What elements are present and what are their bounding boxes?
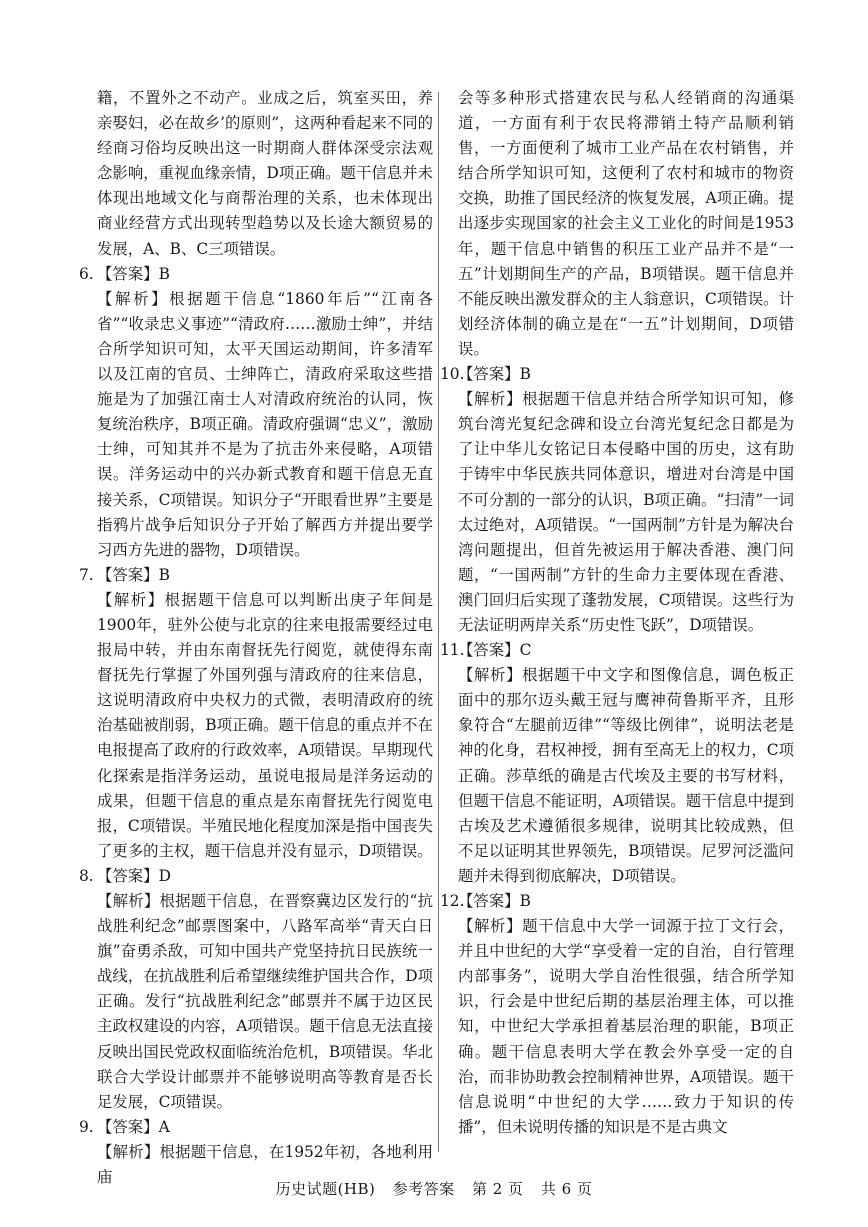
answer-label: 【答案】B [458, 365, 531, 384]
answer-label: 【答案】B [97, 264, 170, 283]
analysis-paragraph: 【解析】根据题干信息“1860年后”“江南各省”“收录忠义事迹”“清政府……激励士绅”，并结合所学知识可知，太平天国运动期间，许多清军以及江南的官员、士绅阵亡，清政府采取这些措施是为了加强江南士人对清政府统治的认同，恢复统治秩序，B项正确。清政府强调“忠义”，激励士绅，可知其并不是为了抗击外来侵略，A项错误。洋务运动中的兴办新式教育和题干信息无直接关系，C项错误。知识分子“开眼看世界”主要是指鸦片战争后知识分子开始了解西方并提出要学习西方先进的器物，D项错误。 [97, 289, 433, 559]
analysis-paragraph: 【解析】根据题干信息，在1952年初，各地利用庙 [97, 1142, 433, 1187]
answer-label: 【答案】A [97, 1117, 170, 1136]
right-column [440, 86, 794, 1140]
question-number: 6. [79, 264, 94, 283]
question-number: 7. [79, 565, 94, 584]
question-answer-heading [79, 563, 433, 588]
question-number: 10. [440, 365, 465, 384]
analysis-paragraph: 【解析】题干信息中大学一词源于拉丁文行会，并且中世纪的大学“享受着一定的自治，自行管理内部事务”，说明大学自治性很强，结合所学知识，行会是中世纪后期的基层治理主体，可以推知，中世纪大学承担着基层治理的职能，B项正确。题干信息表明大学在教会外享受一定的自治，而非协助教会控制精神世界，A项错误。题干信息说明“中世纪的大学……致力于知识的传播”，但未说明传播的知识是不是古典文 [458, 917, 794, 1136]
question-number: 9. [79, 1117, 94, 1136]
page-footer [0, 1178, 868, 1199]
analysis-paragraph: 【解析】根据题干信息可以判断出庚子年间是1900年，驻外公使与北京的往来电报需要经过电报局中转，并由东南督抚先行阅览，就使得东南督抚先行掌握了外国列强与清政府的往来信息，这说明清政府中央权力的式微，表明清政府的统治基础被削弱，B项正确。题干信息的重点并不在电报提高了政府的行政效率，A项错误。早期现代化探索是指洋务运动，虽说电报局是洋务运动的成果，但题干信息的重点是东南督抚先行阅览电报，C项错误。半殖民地化程度加深是指中国丧失了更多的主权，题干信息并没有显示，D项错误。 [97, 590, 433, 860]
analysis-paragraph: 【解析】根据题干信息，在晋察冀边区发行的“抗战胜利纪念”邮票图案中，八路军高举“青天白日旗”奋勇杀敌，可知中国共产党坚持抗日民族统一战线，在抗战胜利后希望继续维护国共合作，D项正确。发行“抗战胜利纪念”邮票并不属于边区民主政权建设的内容，A项错误。题干信息无法直接反映出国民党政权面临统治危机，B项错误。华北联合大学设计邮票并不能够说明高等教育是否长足发展，C项错误。 [97, 892, 433, 1111]
column-divider [438, 92, 439, 1152]
answer-label: 【答案】C [458, 641, 532, 660]
question-answer-heading [79, 262, 433, 287]
footer-label: 参考答案 [392, 1180, 455, 1198]
question-answer-heading [440, 638, 794, 663]
question-answer-heading [440, 889, 794, 914]
analysis-paragraph: 籍，不置外之不动产。业成之后，筑室买田，养亲娶妇，必在故乡’的原则”，这两种看起来不同的经商习俗均反映出这一时期商人群体深受宗法观念影响，重视血缘亲情，D项正确。题干信息并未体现出地域文化与商帮治理的关系，也未体现出商业经营方式出现转型趋势以及长途大额贸易的发展，A、B、C三项错误。 [97, 89, 433, 258]
question-answer-heading [79, 1115, 433, 1140]
footer-page-number: 第 2 页 [471, 1180, 524, 1198]
footer-total-pages: 共 6 页 [540, 1180, 593, 1198]
analysis-paragraph: 会等多种形式搭建农民与私人经销商的沟通渠道，一方面有利于农民将滞销土特产品顺利销售，一方面便利了城市工业产品在农村销售，并结合所学知识可知，这便利了农村和城市的物资交换，助推了国民经济的恢复发展，A项正确。提出逐步实现国家的社会主义工业化的时间是1953年，题干信息中销售的积压工业产品并不是“一五”计划期间生产的产品，B项错误。题干信息并不能反映出激发群众的主人翁意识，C项错误。计划经济体制的确立是在“一五”计划期间，D项错误。 [458, 89, 794, 358]
answer-label: 【答案】B [458, 892, 531, 910]
question-number: 12. [440, 892, 465, 910]
analysis-paragraph: 【解析】根据题干中文字和图像信息，调色板正面中的那尔迈头戴王冠与鹰神荷鲁斯平齐，且形象符合“左腿前迈律”“等级比例律”，说明法老是神的化身，君权神授，拥有至高无上的权力，C项正确。莎草纸的确是古代埃及主要的书写材料，但题干信息不能证明，A项错误。题干信息中提到古埃及艺术遵循很多规律，说明其比较成熟，但不足以证明其世界领先，B项错误。尼罗河泛滥问题并未得到彻底解决，D项错误。 [458, 666, 794, 885]
left-column [79, 86, 433, 1190]
answer-label: 【答案】B [97, 565, 170, 584]
question-number: 8. [79, 866, 94, 885]
question-number: 11. [440, 641, 465, 660]
footer-subject: 历史试题(HB) [275, 1180, 376, 1198]
answer-label: 【答案】D [97, 866, 171, 885]
analysis-paragraph: 【解析】根据题干信息并结合所学知识可知，修筑台湾光复纪念碑和设立台湾光复纪念日都是为了让中华儿女铭记日本侵略中国的历史，这有助于铸牢中华民族共同体意识，增进对台湾是中国不可分割的一部分的认识，B项正确。“扫清”一词太过绝对，A项错误。“一国两制”方针是为解决台湾问题提出，但首先被运用于解决香港、澳门问题，“一国两制”方针的生命力主要体现在香港、澳门回归后实现了蓬勃发展，C项错误。这些行为无法证明两岸关系“历史性飞跃”，D项错误。 [458, 390, 794, 634]
question-answer-heading [79, 864, 433, 889]
question-answer-heading [440, 362, 794, 387]
